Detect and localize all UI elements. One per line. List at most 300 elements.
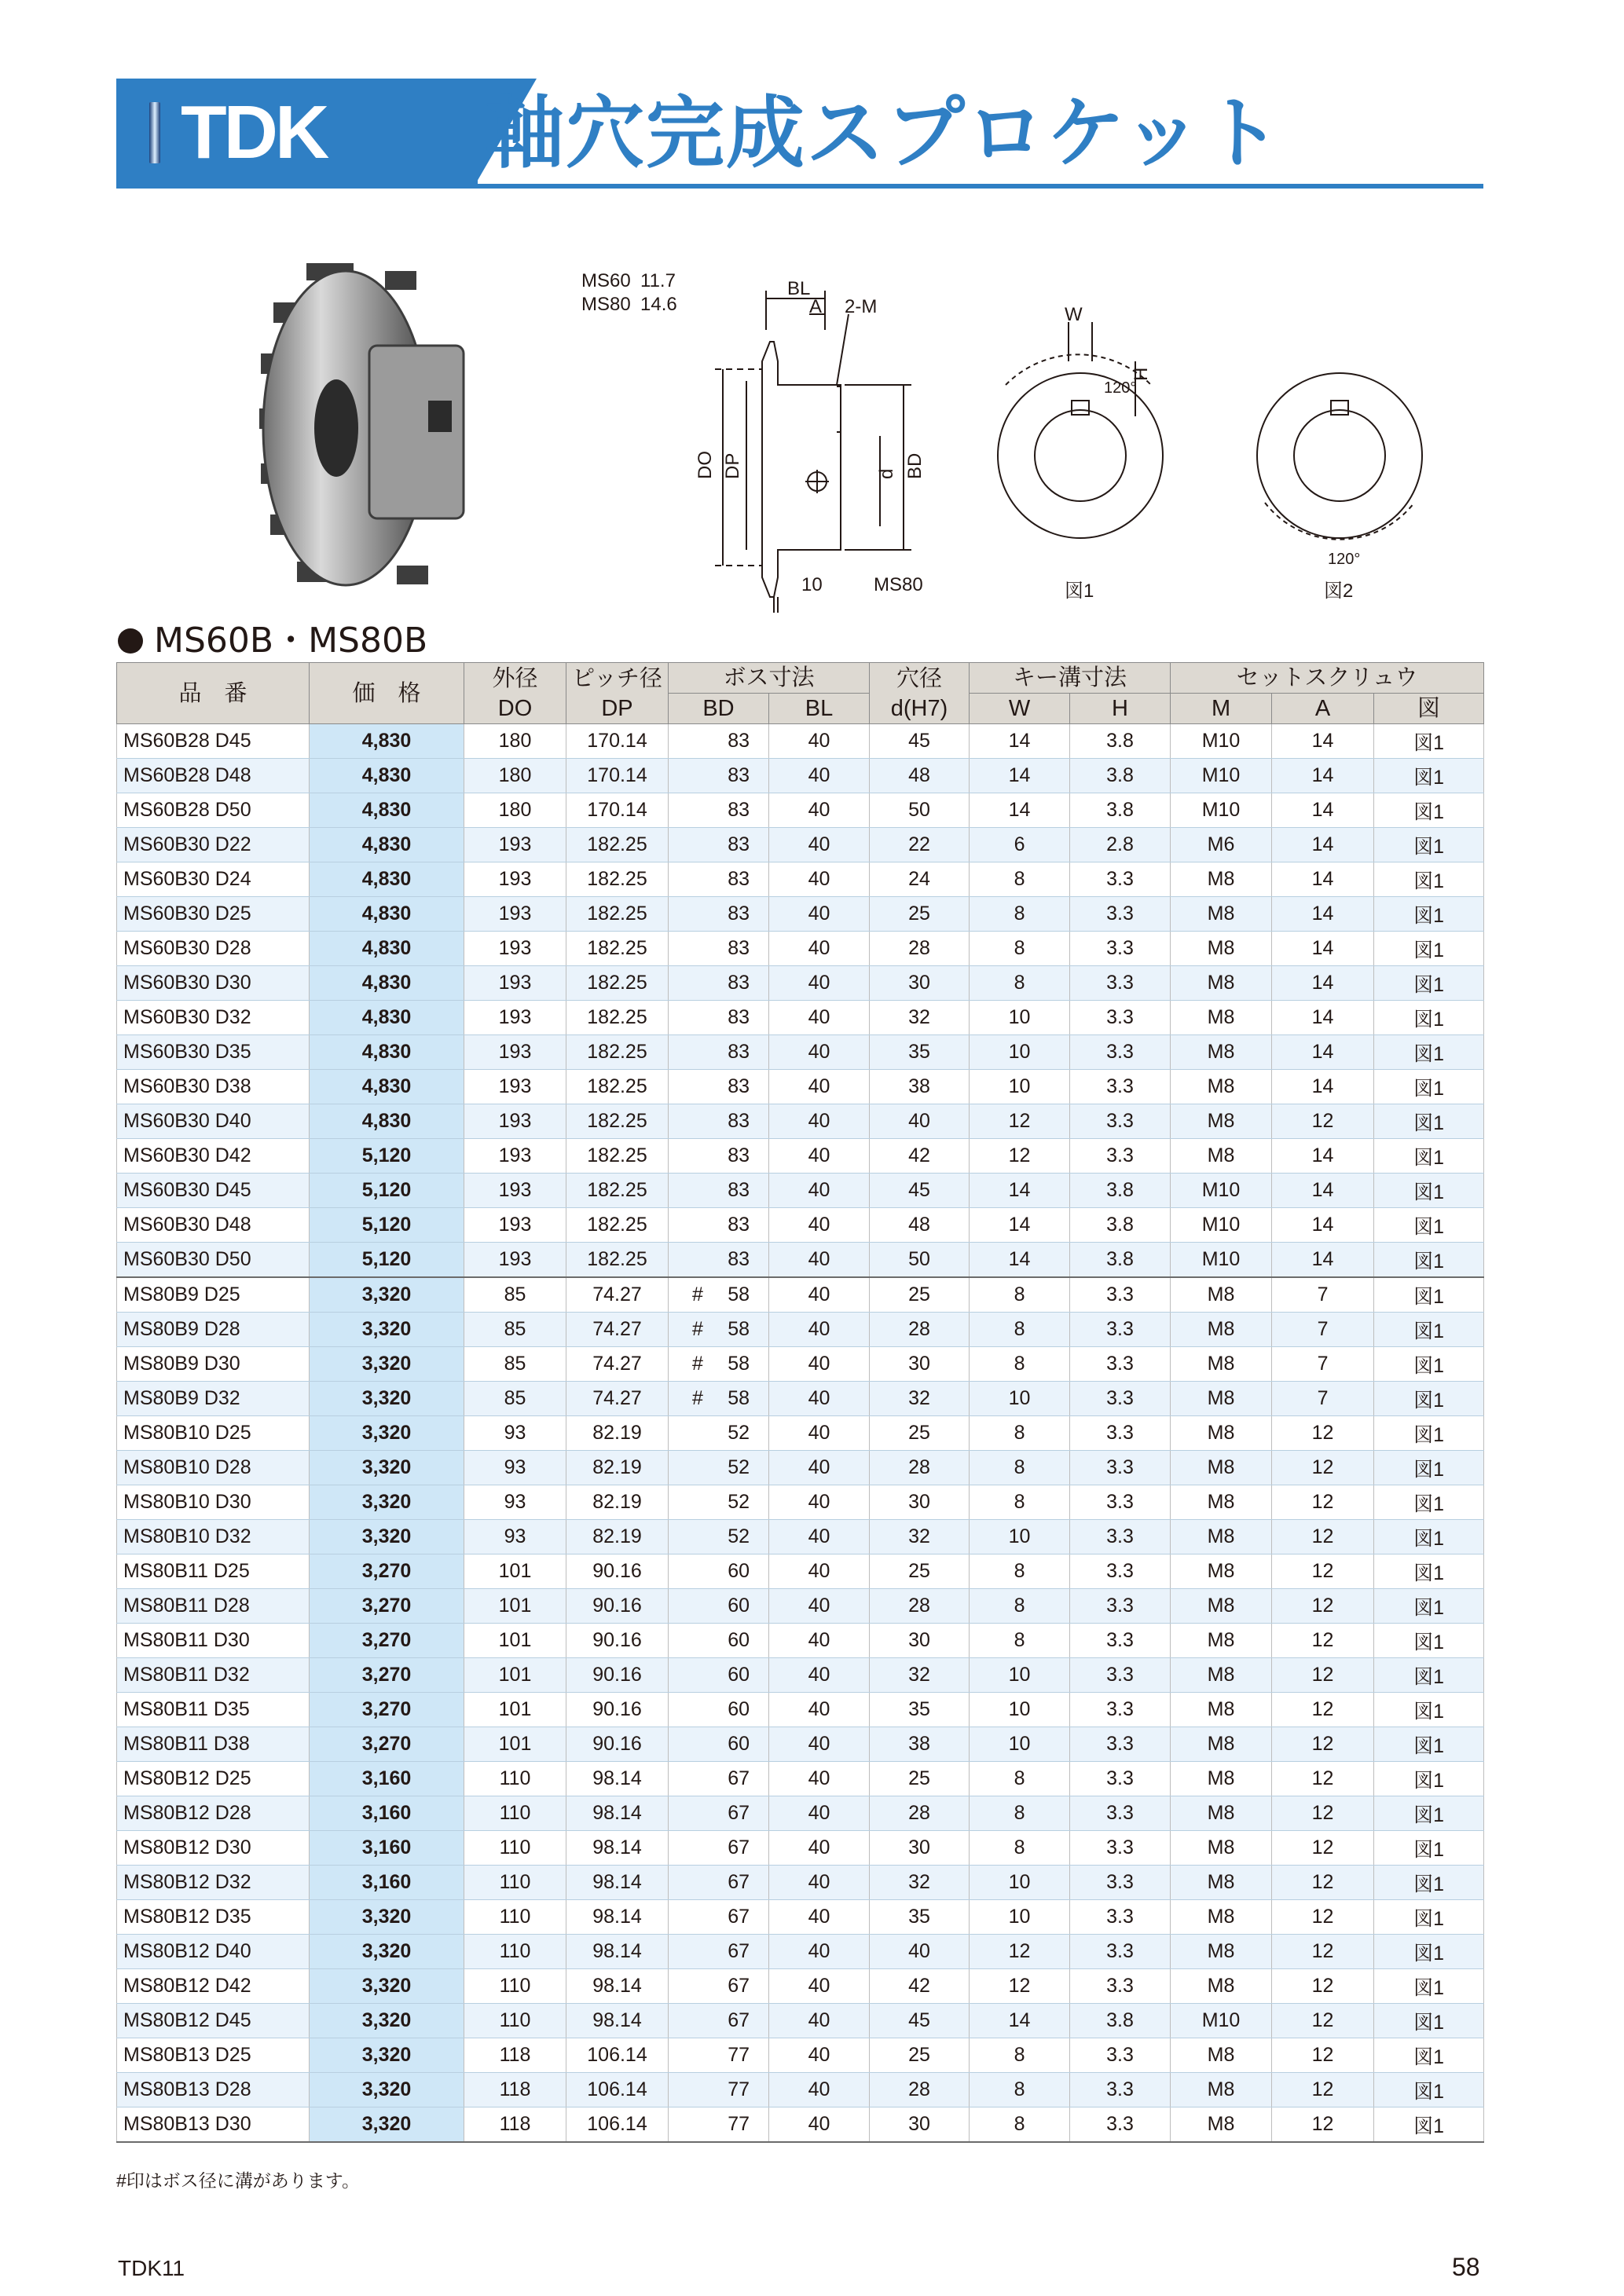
part-cell: MS80B11 D30 — [117, 1624, 310, 1658]
bore-cell: 35 — [870, 1035, 970, 1070]
screw-a-cell: 12 — [1272, 1658, 1374, 1693]
bl-cell: 40 — [769, 759, 870, 793]
screw-m-cell: M8 — [1171, 1624, 1272, 1658]
dp-cell: 170.14 — [566, 759, 669, 793]
part-cell: MS80B9 D30 — [117, 1347, 310, 1382]
drawing-ten-label: 10 — [801, 574, 823, 595]
bl-cell: 40 — [769, 1035, 870, 1070]
screw-a-cell: 14 — [1272, 966, 1374, 1001]
figure-cell: 図1 — [1374, 1624, 1484, 1658]
key-w-cell: 10 — [970, 1070, 1070, 1104]
screw-a-cell: 12 — [1272, 1762, 1374, 1796]
do-cell: 110 — [464, 1762, 566, 1796]
screw-a-cell: 12 — [1272, 2038, 1374, 2073]
figure-2-caption: 図2 — [1324, 580, 1354, 602]
bd-value: 83 — [728, 1110, 750, 1132]
col-h: H — [1070, 694, 1171, 724]
bd-value: 67 — [728, 1767, 750, 1789]
figure-cell: 図1 — [1374, 1382, 1484, 1416]
dp-cell: 98.14 — [566, 1762, 669, 1796]
col-price: 価 格 — [310, 663, 464, 724]
dp-cell: 74.27 — [566, 1313, 669, 1347]
screw-m-cell: M8 — [1171, 1796, 1272, 1831]
bd-value: 83 — [728, 903, 750, 925]
screw-a-cell: 12 — [1272, 1935, 1374, 1969]
do-cell: 180 — [464, 793, 566, 828]
table-row — [117, 2073, 1484, 2107]
screw-a-cell: 12 — [1272, 1693, 1374, 1727]
do-cell: 193 — [464, 828, 566, 862]
dp-cell: 182.25 — [566, 1208, 669, 1243]
bd-cell — [669, 1624, 769, 1658]
bore-cell: 30 — [870, 1831, 970, 1866]
key-w-cell: 14 — [970, 793, 1070, 828]
key-w-cell: 10 — [970, 1001, 1070, 1035]
dp-cell: 82.19 — [566, 1451, 669, 1485]
screw-a-cell: 14 — [1272, 1139, 1374, 1174]
figure-cell: 図1 — [1374, 1554, 1484, 1589]
bore-cell: 42 — [870, 1139, 970, 1174]
price-cell: 3,320 — [310, 1313, 464, 1347]
do-cell: 110 — [464, 1796, 566, 1831]
do-cell: 101 — [464, 1658, 566, 1693]
key-w-cell: 8 — [970, 1485, 1070, 1520]
bore-cell: 28 — [870, 1796, 970, 1831]
bl-cell: 40 — [769, 1208, 870, 1243]
bore-cell: 28 — [870, 932, 970, 966]
bd-value: 67 — [728, 1802, 750, 1824]
dp-cell: 182.25 — [566, 862, 669, 897]
figure-cell: 図1 — [1374, 1693, 1484, 1727]
bore-cell: 30 — [870, 966, 970, 1001]
key-w-cell: 14 — [970, 724, 1070, 759]
price-cell: 3,270 — [310, 1624, 464, 1658]
part-cell: MS80B13 D30 — [117, 2107, 310, 2143]
bl-cell: 40 — [769, 1416, 870, 1451]
dp-cell: 90.16 — [566, 1589, 669, 1624]
bl-cell: 40 — [769, 1796, 870, 1831]
key-w-cell: 8 — [970, 1313, 1070, 1347]
table-row — [117, 1658, 1484, 1693]
screw-m-cell: M8 — [1171, 1485, 1272, 1520]
bd-value: 60 — [728, 1664, 750, 1686]
bd-cell — [669, 759, 769, 793]
series-title: MS60B・MS80B — [154, 621, 428, 661]
do-cell: 110 — [464, 1900, 566, 1935]
screw-a-cell: 12 — [1272, 1589, 1374, 1624]
price-cell: 3,320 — [310, 1382, 464, 1416]
key-w-cell: 12 — [970, 1104, 1070, 1139]
bd-value: 67 — [728, 2009, 750, 2031]
bd-value: 52 — [728, 1422, 750, 1444]
do-cell: 193 — [464, 1104, 566, 1139]
bd-value: 83 — [728, 833, 750, 855]
table-row — [117, 1693, 1484, 1727]
bl-cell: 40 — [769, 1070, 870, 1104]
drawing-a-label: A — [809, 296, 823, 317]
price-cell: 3,270 — [310, 1658, 464, 1693]
table-row — [117, 1382, 1484, 1416]
key-h-cell: 3.3 — [1070, 1831, 1171, 1866]
bd-cell — [669, 1796, 769, 1831]
dp-cell: 106.14 — [566, 2107, 669, 2143]
price-cell: 3,270 — [310, 1554, 464, 1589]
bl-cell: 40 — [769, 2038, 870, 2073]
bd-value: 67 — [728, 1940, 750, 1962]
table-row — [117, 1035, 1484, 1070]
part-cell: MS80B11 D28 — [117, 1589, 310, 1624]
key-h-cell: 3.8 — [1070, 2004, 1171, 2038]
col-w: W — [970, 694, 1070, 724]
figure-cell: 図1 — [1374, 1796, 1484, 1831]
key-h-cell: 3.3 — [1070, 1554, 1171, 1589]
table-row — [117, 1624, 1484, 1658]
dp-cell: 98.14 — [566, 1935, 669, 1969]
col-dp: ピッチ径 DP — [566, 663, 669, 724]
screw-a-cell: 14 — [1272, 828, 1374, 862]
do-cell: 110 — [464, 1866, 566, 1900]
price-cell: 3,320 — [310, 1277, 464, 1313]
do-cell: 118 — [464, 2073, 566, 2107]
bd-cell — [669, 1035, 769, 1070]
part-cell: MS60B30 D35 — [117, 1035, 310, 1070]
part-cell: MS80B9 D25 — [117, 1277, 310, 1313]
table-row — [117, 1762, 1484, 1796]
bd-value: 83 — [728, 1248, 750, 1270]
figure-cell: 図1 — [1374, 759, 1484, 793]
bd-cell — [669, 1416, 769, 1451]
bd-cell — [669, 1727, 769, 1762]
bore-cell: 28 — [870, 2073, 970, 2107]
bd-cell — [669, 1451, 769, 1485]
screw-a-cell: 14 — [1272, 1208, 1374, 1243]
bl-cell: 40 — [769, 2107, 870, 2143]
dp-cell: 182.25 — [566, 1174, 669, 1208]
part-cell: MS80B10 D28 — [117, 1451, 310, 1485]
price-cell: 3,160 — [310, 1796, 464, 1831]
screw-a-cell: 12 — [1272, 1866, 1374, 1900]
bore-cell: 30 — [870, 2107, 970, 2143]
page-number: 58 — [1452, 2253, 1480, 2281]
screw-a-cell: 14 — [1272, 1035, 1374, 1070]
part-cell: MS80B9 D32 — [117, 1382, 310, 1416]
key-w-cell: 12 — [970, 1969, 1070, 2004]
key-w-cell: 10 — [970, 1900, 1070, 1935]
part-cell: MS80B9 D28 — [117, 1313, 310, 1347]
bore-cell: 32 — [870, 1866, 970, 1900]
bd-value: 58 — [728, 1318, 750, 1340]
part-cell: MS80B11 D38 — [117, 1727, 310, 1762]
part-cell: MS80B12 D45 — [117, 2004, 310, 2038]
table-row — [117, 1969, 1484, 2004]
bd-cell — [669, 2073, 769, 2107]
table-row — [117, 1831, 1484, 1866]
side-view — [715, 291, 911, 613]
bl-cell: 40 — [769, 966, 870, 1001]
col-do: 外径 DO — [464, 663, 566, 724]
table-row — [117, 1485, 1484, 1520]
do-cell: 193 — [464, 1174, 566, 1208]
bd-cell — [669, 724, 769, 759]
do-cell: 193 — [464, 1243, 566, 1278]
figure-cell: 図1 — [1374, 1935, 1484, 1969]
figure-cell: 図1 — [1374, 1416, 1484, 1451]
screw-m-cell: M10 — [1171, 2004, 1272, 2038]
key-w-cell: 8 — [970, 1796, 1070, 1831]
col-bd: BD — [669, 694, 769, 724]
figure-cell: 図1 — [1374, 1347, 1484, 1382]
brand-name: TDK — [181, 90, 327, 174]
do-cell: 85 — [464, 1313, 566, 1347]
bore-cell: 25 — [870, 897, 970, 932]
bl-cell: 40 — [769, 1589, 870, 1624]
part-cell: MS60B30 D32 — [117, 1001, 310, 1035]
table-row — [117, 1139, 1484, 1174]
bd-value: 83 — [728, 1041, 750, 1063]
table-row — [117, 1416, 1484, 1451]
key-w-cell: 10 — [970, 1693, 1070, 1727]
dp-cell: 182.25 — [566, 1104, 669, 1139]
screw-a-cell: 7 — [1272, 1313, 1374, 1347]
key-h-cell: 3.3 — [1070, 1382, 1171, 1416]
bl-cell: 40 — [769, 1554, 870, 1589]
dp-cell: 98.14 — [566, 1796, 669, 1831]
bd-cell — [669, 1174, 769, 1208]
bl-cell: 40 — [769, 1313, 870, 1347]
key-w-cell: 12 — [970, 1935, 1070, 1969]
table-row — [117, 2038, 1484, 2073]
bd-cell — [669, 1070, 769, 1104]
bore-cell: 25 — [870, 1554, 970, 1589]
do-cell: 193 — [464, 1001, 566, 1035]
figure-cell: 図1 — [1374, 1969, 1484, 2004]
key-h-cell: 3.3 — [1070, 1485, 1171, 1520]
key-h-cell: 3.3 — [1070, 1866, 1171, 1900]
screw-m-cell: M8 — [1171, 932, 1272, 966]
boss-groove-mark: # — [692, 1387, 703, 1409]
catalog-code: TDK11 — [118, 2256, 185, 2280]
price-cell: 4,830 — [310, 1001, 464, 1035]
key-w-cell: 8 — [970, 1416, 1070, 1451]
bd-cell — [669, 1208, 769, 1243]
screw-m-cell: M8 — [1171, 1347, 1272, 1382]
bd-value: 67 — [728, 1906, 750, 1928]
part-cell: MS80B12 D42 — [117, 1969, 310, 2004]
key-w-cell: 8 — [970, 1762, 1070, 1796]
key-w-cell: 14 — [970, 1174, 1070, 1208]
part-cell: MS60B30 D48 — [117, 1208, 310, 1243]
col-boss: ボス寸法 — [669, 663, 870, 694]
screw-a-cell: 12 — [1272, 1624, 1374, 1658]
price-cell: 4,830 — [310, 966, 464, 1001]
price-cell: 3,320 — [310, 1520, 464, 1554]
do-cell: 193 — [464, 1070, 566, 1104]
dp-cell: 98.14 — [566, 1831, 669, 1866]
boss-groove-mark: # — [692, 1318, 703, 1340]
bd-value: 58 — [728, 1283, 750, 1305]
bore-cell: 48 — [870, 1208, 970, 1243]
bd-cell — [669, 793, 769, 828]
table-row — [117, 1935, 1484, 1969]
screw-m-cell: M8 — [1171, 1416, 1272, 1451]
price-cell: 4,830 — [310, 759, 464, 793]
col-bl: BL — [769, 694, 870, 724]
key-h-cell: 3.3 — [1070, 2038, 1171, 2073]
part-cell: MS80B12 D32 — [117, 1866, 310, 1900]
key-h-cell: 3.3 — [1070, 1520, 1171, 1554]
bd-value: 60 — [728, 1560, 750, 1582]
drawing-screw-label: 2-M — [845, 296, 878, 317]
dp-cell: 182.25 — [566, 1035, 669, 1070]
bore-cell: 30 — [870, 1347, 970, 1382]
bd-cell — [669, 1658, 769, 1693]
do-cell: 93 — [464, 1451, 566, 1485]
key-h-cell: 3.8 — [1070, 724, 1171, 759]
price-cell: 3,320 — [310, 1451, 464, 1485]
drawing-do-label: DO — [695, 451, 716, 479]
bore-cell: 35 — [870, 1693, 970, 1727]
table-row — [117, 828, 1484, 862]
dp-cell: 182.25 — [566, 1001, 669, 1035]
screw-m-cell: M8 — [1171, 1104, 1272, 1139]
price-cell: 3,270 — [310, 1589, 464, 1624]
part-cell: MS80B12 D25 — [117, 1762, 310, 1796]
drawing-ms80-bottom-label: MS80 — [874, 574, 923, 595]
do-cell: 180 — [464, 724, 566, 759]
bore-cell: 40 — [870, 1935, 970, 1969]
bd-value: 52 — [728, 1456, 750, 1478]
dp-cell: 74.27 — [566, 1347, 669, 1382]
bore-cell: 48 — [870, 759, 970, 793]
screw-a-cell: 12 — [1272, 1554, 1374, 1589]
key-w-cell: 8 — [970, 1554, 1070, 1589]
screw-m-cell: M8 — [1171, 1866, 1272, 1900]
screw-a-cell: 14 — [1272, 724, 1374, 759]
key-h-cell: 3.3 — [1070, 1416, 1171, 1451]
bore-cell: 22 — [870, 828, 970, 862]
do-cell: 193 — [464, 1139, 566, 1174]
bl-cell: 40 — [769, 793, 870, 828]
dimension-drawing — [581, 267, 1493, 621]
bl-cell: 40 — [769, 1831, 870, 1866]
bd-cell — [669, 1831, 769, 1866]
col-part: 品 番 — [117, 663, 310, 724]
screw-m-cell: M8 — [1171, 1589, 1272, 1624]
table-row — [117, 1070, 1484, 1104]
do-cell: 193 — [464, 1035, 566, 1070]
bl-cell: 40 — [769, 1762, 870, 1796]
bore-cell: 32 — [870, 1658, 970, 1693]
screw-a-cell: 7 — [1272, 1277, 1374, 1313]
price-cell: 3,320 — [310, 2004, 464, 2038]
do-cell: 101 — [464, 1624, 566, 1658]
dp-cell: 90.16 — [566, 1658, 669, 1693]
bd-value: 67 — [728, 1836, 750, 1858]
price-cell: 4,830 — [310, 724, 464, 759]
bore-cell: 32 — [870, 1382, 970, 1416]
bullet-icon — [118, 628, 143, 654]
drawing-ms60-label: MS60 — [581, 270, 631, 291]
drawing-ms80-value: 14.6 — [640, 294, 677, 315]
screw-m-cell: M10 — [1171, 1243, 1272, 1278]
table-row — [117, 1451, 1484, 1485]
screw-a-cell: 12 — [1272, 1900, 1374, 1935]
bd-cell — [669, 1001, 769, 1035]
screw-m-cell: M8 — [1171, 1693, 1272, 1727]
table-row — [117, 1174, 1484, 1208]
key-w-cell: 8 — [970, 1451, 1070, 1485]
bd-value: 83 — [728, 868, 750, 890]
bl-cell: 40 — [769, 1139, 870, 1174]
key-h-cell: 3.3 — [1070, 1313, 1171, 1347]
key-h-cell: 3.3 — [1070, 1762, 1171, 1796]
price-cell: 3,320 — [310, 1969, 464, 2004]
col-bore: 穴径 d(H7) — [870, 663, 970, 724]
bl-cell: 40 — [769, 724, 870, 759]
dp-cell: 106.14 — [566, 2073, 669, 2107]
table-row — [117, 932, 1484, 966]
dp-cell: 106.14 — [566, 2038, 669, 2073]
figure-cell: 図1 — [1374, 1451, 1484, 1485]
screw-a-cell: 12 — [1272, 1416, 1374, 1451]
bd-value: 60 — [728, 1698, 750, 1720]
figure-cell: 図1 — [1374, 2073, 1484, 2107]
bd-cell — [669, 2004, 769, 2038]
bl-cell: 40 — [769, 1485, 870, 1520]
dp-cell: 98.14 — [566, 1969, 669, 2004]
do-cell: 101 — [464, 1554, 566, 1589]
bore-cell: 24 — [870, 862, 970, 897]
price-cell: 4,830 — [310, 1104, 464, 1139]
screw-a-cell: 12 — [1272, 1796, 1374, 1831]
screw-m-cell: M8 — [1171, 2038, 1272, 2073]
table-row — [117, 1243, 1484, 1278]
price-cell: 4,830 — [310, 932, 464, 966]
screw-m-cell: M8 — [1171, 1070, 1272, 1104]
key-w-cell: 10 — [970, 1035, 1070, 1070]
part-cell: MS80B12 D30 — [117, 1831, 310, 1866]
bl-cell: 40 — [769, 1520, 870, 1554]
price-cell: 5,120 — [310, 1243, 464, 1278]
screw-a-cell: 12 — [1272, 1485, 1374, 1520]
figure-cell: 図1 — [1374, 1104, 1484, 1139]
table-row — [117, 1347, 1484, 1382]
figure-cell: 図1 — [1374, 1277, 1484, 1313]
part-cell: MS80B10 D25 — [117, 1416, 310, 1451]
do-cell: 193 — [464, 932, 566, 966]
part-cell: MS80B11 D35 — [117, 1693, 310, 1727]
bd-cell — [669, 2038, 769, 2073]
key-h-cell: 3.8 — [1070, 1208, 1171, 1243]
do-cell: 85 — [464, 1277, 566, 1313]
bore-cell: 38 — [870, 1727, 970, 1762]
part-cell: MS80B12 D40 — [117, 1935, 310, 1969]
figure-cell: 図1 — [1374, 1070, 1484, 1104]
part-cell: MS60B30 D24 — [117, 862, 310, 897]
key-h-cell: 3.8 — [1070, 1174, 1171, 1208]
part-cell: MS80B13 D28 — [117, 2073, 310, 2107]
screw-a-cell: 14 — [1272, 793, 1374, 828]
figure-1-w-label: W — [1065, 304, 1083, 325]
table-row — [117, 1554, 1484, 1589]
table-row — [117, 2004, 1484, 2038]
page-header — [116, 79, 1483, 192]
figure-cell: 図1 — [1374, 1313, 1484, 1347]
price-cell: 4,830 — [310, 1035, 464, 1070]
bd-value: 67 — [728, 1871, 750, 1893]
sprocket-photo — [259, 259, 487, 605]
screw-a-cell: 7 — [1272, 1347, 1374, 1382]
